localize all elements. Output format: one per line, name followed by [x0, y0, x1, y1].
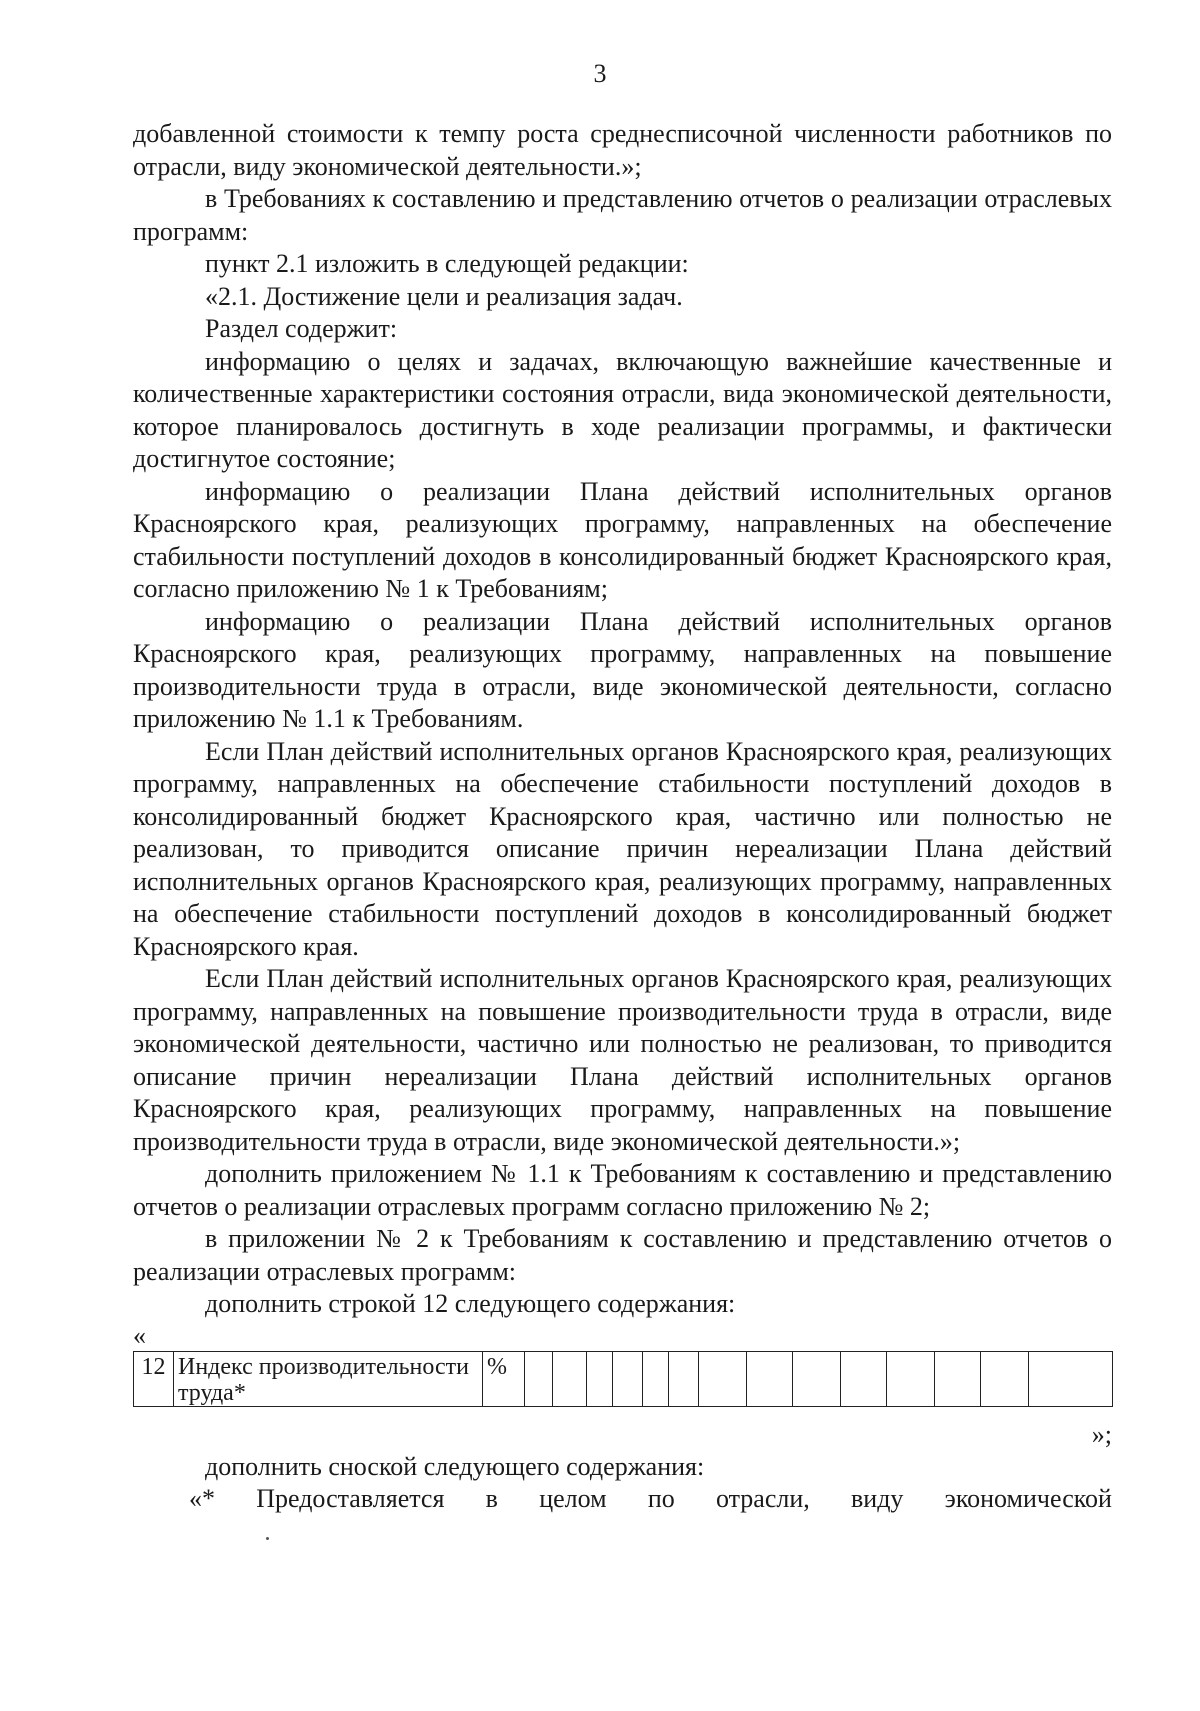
paragraph: добавленной стоимости к темпу роста среднесписочной численности работников по отрасли, виду экономической деятельности.»; — [133, 119, 1112, 181]
footnote-intro: дополнить сноской следующего содержания: — [205, 1451, 705, 1481]
paragraph: Если План действий исполнительных органов Красноярского края, реализующих программу, направленных на повышение производительности труда в отрасли, виде экономической деятельности, частично или полностью не реализован, то приводится описание причин нереализации Плана действий исполнительных органов Красноярского края, реализующих программу, направленных на повышение производительности труда в отрасли, виде экономической деятельности.»; — [133, 964, 1112, 1156]
paragraph: «2.1. Достижение цели и реализация задач. — [205, 281, 683, 311]
paragraph: дополнить строкой 12 следующего содержания: — [205, 1289, 736, 1318]
footnote-word: Предоставляется — [256, 1484, 445, 1513]
table-open-quote: « — [133, 1320, 146, 1350]
footnote-word: «* — [189, 1484, 215, 1513]
empty-value-cell — [525, 1351, 553, 1406]
paragraph: в Требованиях к составлению и представлению отчетов о реализации отраслевых программ: — [133, 184, 1112, 246]
empty-value-cell — [1029, 1351, 1113, 1406]
empty-value-cell — [587, 1351, 613, 1406]
empty-value-cell — [669, 1351, 699, 1406]
empty-value-cell — [981, 1351, 1029, 1406]
paragraph: информацию о реализации Плана действий исполнительных органов Красноярского края, реализующих программу, направленных на обеспечение стабильности поступлений доходов в консолидированный бюджет Красноярского края, согласно приложению № 1 к Требованиям; — [133, 476, 1112, 603]
empty-value-cell — [841, 1351, 887, 1406]
row-number-cell: 12 — [134, 1351, 174, 1406]
paragraph: Если План действий исполнительных органов Красноярского края, реализующих программу, направленных на обеспечение стабильности поступлений доходов в консолидированный бюджет Красноярского края, частично или полностью не реализован, то приводится описание причин нереализации Плана действий исполнительных органов Красноярского края, реализующих программу, направленных на обеспечение стабильности поступлений доходов в консолидированный бюджет Красноярского края. — [133, 736, 1112, 961]
footnote-word: отрасли, — [715, 1484, 810, 1513]
footnote-line — [133, 1483, 1112, 1516]
footnote-word: целом — [539, 1484, 607, 1513]
empty-value-cell — [887, 1351, 935, 1406]
empty-value-cell — [699, 1351, 747, 1406]
scan-speck — [266, 1537, 269, 1540]
page-number: 3 — [593, 59, 607, 88]
paragraph: в приложении № 2 к Требованиям к составлению и представлению отчетов о реализации отраслевых программ: — [133, 1224, 1112, 1286]
unit-cell: % — [483, 1351, 525, 1406]
footnote-word: в — [485, 1484, 498, 1513]
empty-value-cell — [747, 1351, 793, 1406]
footnote-word: экономической — [944, 1484, 1112, 1513]
table-close-quote: »; — [1091, 1419, 1112, 1449]
empty-value-cell — [643, 1351, 669, 1406]
empty-value-cell — [935, 1351, 981, 1406]
footnote-word: виду — [851, 1484, 904, 1513]
paragraph-list — [133, 118, 1112, 1321]
footnote-word: по — [647, 1484, 675, 1513]
empty-value-cell — [553, 1351, 587, 1406]
paragraph: пункт 2.1 изложить в следующей редакции: — [205, 249, 689, 278]
empty-value-cell — [793, 1351, 841, 1406]
empty-value-cell — [613, 1351, 643, 1406]
table-row — [134, 1351, 1113, 1406]
paragraph: Раздел содержит: — [205, 314, 398, 343]
indicator-table — [133, 1351, 1113, 1407]
indicator-name-cell: Индекс производительности труда* — [174, 1351, 483, 1406]
paragraph: дополнить приложением № 1.1 к Требованиям к составлению и представлению отчетов о реализации отраслевых программ согласно приложению № 2; — [133, 1159, 1112, 1221]
paragraph: информацию о реализации Плана действий исполнительных органов Красноярского края, реализующих программу, направленных на повышение производительности труда в отрасли, виде экономической деятельности, согласно приложению № 1.1 к Требованиям. — [133, 606, 1112, 733]
document-body — [133, 118, 1112, 1516]
paragraph: информацию о целях и задачах, включающую важнейшие качественные и количественные характеристики состояния отрасли, вида экономической деятельности, которое планировалось достигнуть в ходе реализации программы, и фактически достигнутое состояние; — [133, 346, 1112, 473]
